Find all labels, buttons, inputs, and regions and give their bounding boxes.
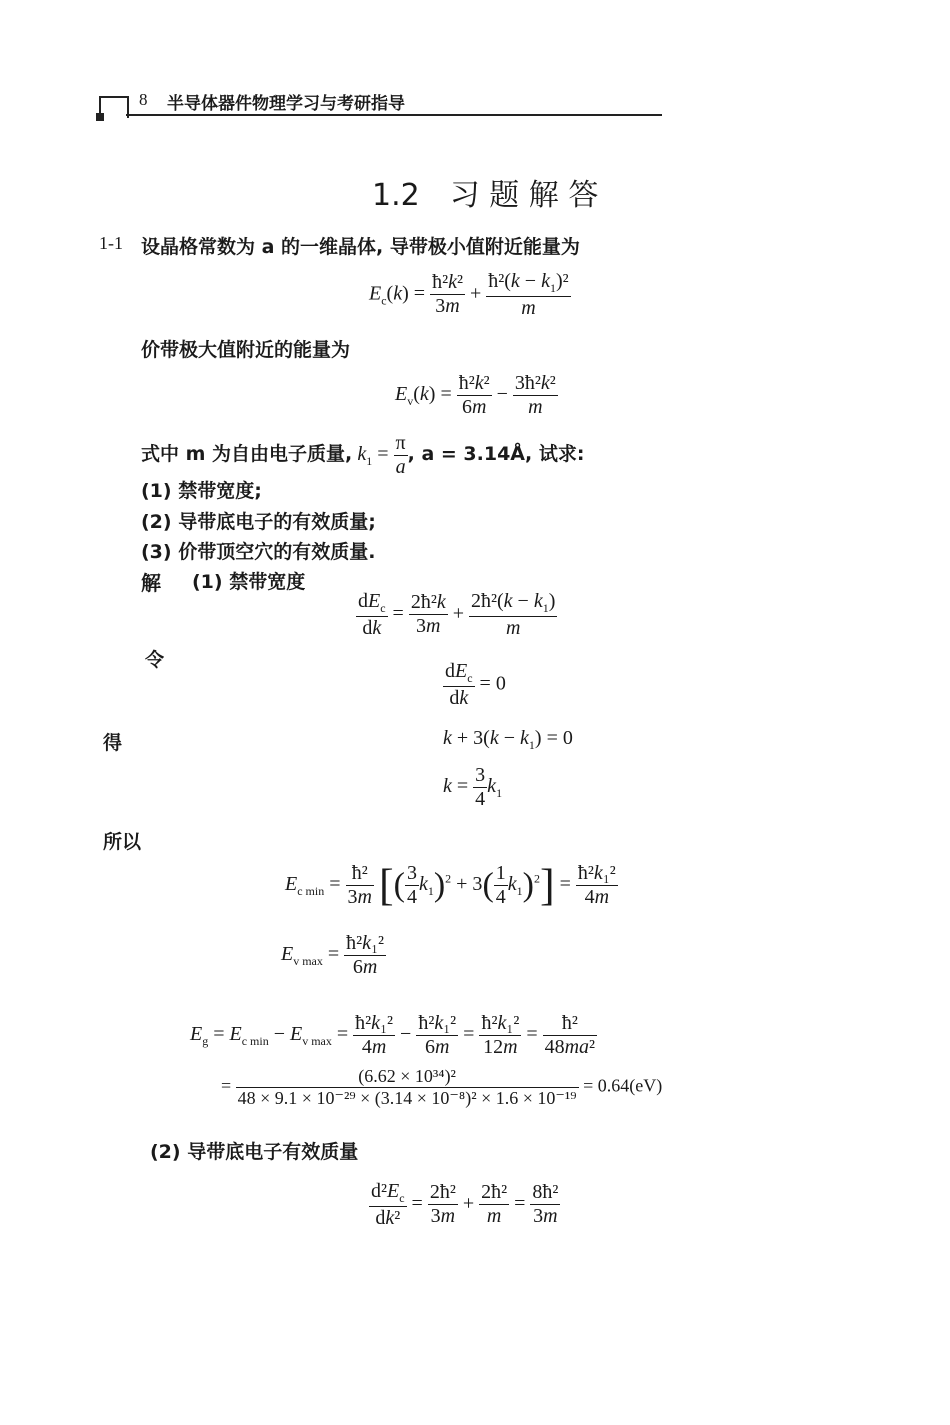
header-rule: [126, 114, 662, 116]
given-prefix: 式中 m 为自由电子质量,: [141, 443, 353, 466]
numeric-result: = 0.64(eV): [583, 1075, 663, 1096]
equation-Ev-max: $E_{v max}$ = $\frac{\text{ħ²k₁²}}{6m}$: [281, 932, 385, 978]
k1-definition: $k_1$ = $\frac{\pi}{a}$: [357, 432, 406, 478]
solution-label: 解: [141, 571, 161, 595]
equation-second-derivative: $\frac{d^2E_c}{\text{dk²}}$ = $\frac{\text{2ħ²}}{3m}$ + $\frac{\text{2ħ²}}{m}$ = $\frac{\text{8ħ²}}{3m}$: [371, 1180, 559, 1229]
equation-derivative-zero: $\frac{dE_c}{dk}$ = 0: [445, 660, 506, 709]
section-title: 1.2 习 题 解 答: [372, 178, 599, 213]
get-word: 得: [103, 732, 123, 754]
equation-k-relation: $k + 3(k - k_1) = 0$: [443, 727, 573, 752]
equation-Eg-numeric: = $\frac{\text{(6.62 × 10³⁴)²}}{\text{48 × 9.1 × 10⁻²⁹ × (3.14 × 10⁻⁸)² × 1.6 × 10⁻¹⁹}}$ = 0.64(eV): [221, 1066, 663, 1108]
question-3: (3) 价带顶空穴的有效质量.: [141, 541, 376, 563]
question-2: (2) 导带底电子的有效质量;: [141, 511, 376, 533]
equation-Ec: $E_c(k)$ = $\frac{\text{ħ²k²}}{3m}$ + $\frac{ħ^2(k - k_1)^2}{m}$: [369, 270, 569, 319]
header-corner-mark: [96, 113, 104, 121]
problem-intro: 设晶格常数为 a 的一维晶体, 导带极小值附近能量为: [141, 236, 580, 258]
equation-Ec-min: $E_{c min}$ = $\frac{\text{ħ²}}{3m}$ [( $\frac{3}{4}$ $k_1)^2 + 3$( $\frac{1}{4}$ $k_1)^2$] = $\frac{\text{ħ²k₁²}}{4m}$: [285, 860, 616, 910]
let-word: 令: [145, 649, 165, 671]
equation-Eg: $E_g = E_{c min} - E_{v max}$ = $\frac{\text{ħ²k₁²}}{4m}$ − $\frac{\text{ħ²k₁²}}{6m}$ = $\frac{\text{ħ²k₁²}}{12m}$ = $\frac{\text{ħ²}}{\text{48ma²}}$: [190, 1012, 596, 1058]
numeric-denominator: 48 × 9.1 × 10⁻²⁹ × (3.14 × 10⁻⁸)² × 1.6 × 10⁻¹⁹: [237, 1087, 577, 1108]
so-word: 所以: [103, 831, 142, 853]
equation-dEc-dk: $\frac{dE_c}{dk}$ = $\frac{\text{2ħ²k}}{3m}$ + $\frac{2ħ^2(k - k_1)}{m}$: [358, 590, 556, 639]
given-suffix: , a = 3.14Å, 试求:: [407, 443, 585, 466]
page-number: 8: [139, 90, 148, 109]
part1-title: (1) 禁带宽度: [192, 571, 306, 593]
numeric-numerator: (6.62 × 10³⁴)²: [236, 1066, 579, 1088]
running-head: 半导体器件物理学习与考研指导: [167, 94, 405, 114]
equation-Ev: $E_v(k)$ = $\frac{\text{ħ²k²}}{6m}$ − $\frac{\text{3ħ²k²}}{m}$: [395, 372, 556, 418]
part2-title: (2) 导带底电子有效质量: [150, 1141, 359, 1163]
equation-k-value: k = $\frac{3}{4}$ $k_1$: [443, 764, 503, 810]
question-1: (1) 禁带宽度;: [141, 480, 262, 502]
problem-number: 1-1: [99, 233, 123, 253]
given-line: [141, 432, 584, 479]
valence-intro: 价带极大值附近的能量为: [141, 339, 351, 361]
